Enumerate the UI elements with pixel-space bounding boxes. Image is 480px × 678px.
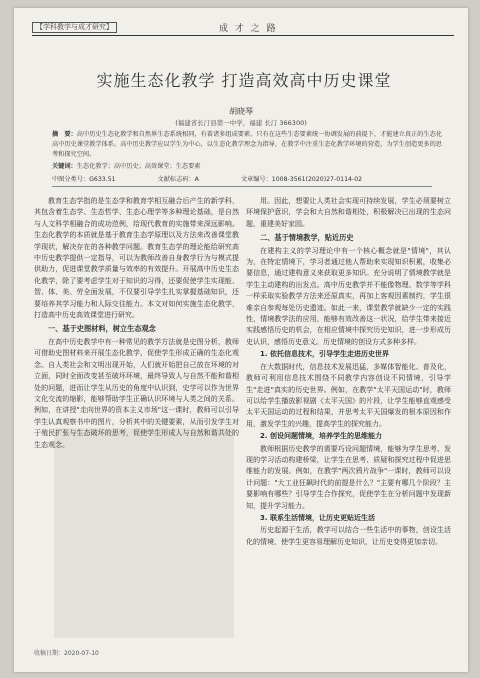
abstract-divider <box>52 186 432 187</box>
right-column <box>246 196 451 548</box>
keywords-text: 生态化教学；高中历史；高效课堂；生态要素 <box>76 163 201 170</box>
section-2-paragraph: 在建构主义的学习理论中有一个核心概念就是"情境"，其认为，在特定情境下，学习者通过他人帮助来实现知识积累，收集必要信息，通过建构意义来获取更多知识。充分说明了情境教学就是学生主动建构的出发点。高中历史教学并不能像物理、数学等学科一样采取实验教学方法来还原真实，再加上客观因素制约，学生很难亲自参观每处历史遗迹。如此一来，课堂教学就缺少一定的实践性，情境教学法的应用，能够有效改善这一状况，给学生带来接近实践感悟历史的机会，在相应情境中探究历史知识，进一步形成历史认识，感悟历史意义。历史情境的创设方式多种多样。 <box>246 246 451 346</box>
abstract-text: 高中历史生态化教学和自然界生态系统相同，有着诸多组成要素，只有在这些生态要素统一协调发展的前提下，才能建立真正的生态化高中历史课堂教学体系。高中历史教学应以学生为中心，以生态化教学理念为指导，在教学中注重生态化教学环境的营造，为学生创造更多的思考和探究空间。 <box>52 131 442 158</box>
subheading-2-3: 3. 联系生活情境，让历史更贴近生活 <box>260 513 375 522</box>
article-number: 文章编号：1008-3561(2020)27-0114-02 <box>240 176 363 183</box>
article-title: 实施生态化教学 打造高效高中历史课堂 <box>96 71 392 90</box>
abstract <box>52 130 442 160</box>
subsection-2-1-paragraph: 在大数据时代，信息技术发展迅猛，多媒体智能化、普及化，教师可利用信息技术围绕不同教学内容创设不同情境，引导学生"走进"真实的历史世界。例如，在教学"太平天国运动"时，教师可以给学生播放影视剧《太平天国》的片段，让学生能够直观感受太平天国运动的过程和结果，并思考太平天国爆发的根本原因和作用，激发学生的兴趣，提高学生的探究能力。 <box>246 362 451 428</box>
subheading-2-1: 1. 依托信息技术，引导学生走进历史世界 <box>260 350 389 359</box>
section-heading-2: 二、基于情境教学，贴近历史 <box>260 233 354 243</box>
journal-page <box>14 8 468 672</box>
subsection-2-2-paragraph: 教师根据历史教学的需要巧设问题情境，能够为学生思考、发现的学习活动构建桥梁，让学生在思考、质疑和探究过程中促进思维能力的发展。例如，在教学"两次鸦片战争"一课时，教师可以设计问题："大工业狂飙时代的前提是什么？"主要有哪几个阶段？主要影响有哪些？引导学生合作探究，促使学生在分析问题中发现新知，提升学习能力。 <box>246 444 451 510</box>
keywords-label: 关键词： <box>52 163 77 170</box>
article-author: 胡晓琴 <box>229 107 253 116</box>
author-affiliation: (福建省长汀县第一中学，福建 长汀 366300) <box>175 119 307 127</box>
document-code: 文献标志码：A <box>157 176 199 183</box>
left-column <box>34 196 239 451</box>
header-divider <box>32 35 454 36</box>
section-heading-1: 一、基于史图材料，树立生态观念 <box>48 324 156 334</box>
intro-paragraph: 教育生态学指的是生态学和教育学相互融合后产生的新学科，其包含着生态学、生态哲学、生态心理学等多种理论基础，是自然与人文科学相融合的成功范例，给现代教育的实施带来深远影响。生态化教学的本质就是基于教育生态学原理以及方法来改善课堂教学现状，解决存在的各种教学问题。教育生态学的理论能给研究高中历史教学提供一定指导，可以为教师改善自身教学行为与模式提供助力，促进课堂教学质量与效率的有效提升。开展高中历史生态化教学，除了要考虑学生对于知识的习得，还要促使学生实现能、智、体、美、劳全面发展，不仅要引导学生扎实掌握基础知识，还要培养其学习能力和人际交往能力。本文对如何实施生态化教学，打造高中历史高效课堂进行研究。 <box>34 197 239 320</box>
continued-paragraph: 用。因此，想要让人类社会实现可持续发展，学生必须要树立环境保护意识，学会和大自然和谐相处，积极解决已出现的生态问题，重建美好家园。 <box>246 197 451 228</box>
keywords <box>52 161 442 170</box>
clc-number: 中图分类号：G633.51 <box>52 176 116 183</box>
subheading-2-2: 2. 创设问题情境，培养学生的思维能力 <box>260 432 382 441</box>
section-1-paragraph: 在高中历史教学中有一种常见的教学方法就是史图分析，教师可借助史图材料来开展生态化教学，促使学生形成正确的生态化观念。自人类社会和文明出现开始，人们就开始把自己放在环境的对立面，同时全面改变甚至破坏环境，最终导致人与自然不能和谐相处的问题，进而让学生从历史的角度中认识到，史学可以作为世界文化交流的缩影，能够帮助学生正确认识环境与人类之间的关系。例如，在讲授"走向世界的资本主义市场"这一课时，教师可以引导学生认真观察书中的图片，分析其中的关键要素，从而引发学生对于殖民扩张与生态破坏的思考，促使学生形成人与自然和谐共处的生态观念。 <box>34 337 239 449</box>
scan-shadow <box>54 428 234 638</box>
abstract-label: 摘 要： <box>52 131 77 138</box>
subsection-2-3-paragraph: 历史起源于生活，教学可以结合一些生活中的事物，创设生活化的情境，使学生更容易理解历史知识，让历史变得更加亲切。 <box>246 526 451 546</box>
article-metadata <box>52 174 452 183</box>
received-date: 收稿日期：2020-07-10 <box>34 650 99 657</box>
journal-section-tag: 【学科教学与成才研究】 <box>32 22 117 33</box>
journal-name: 成 才 之 路 <box>219 24 278 34</box>
